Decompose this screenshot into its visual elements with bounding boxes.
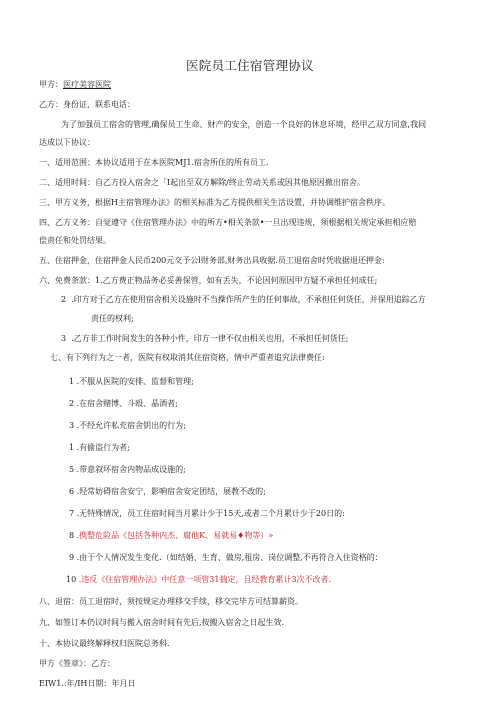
item-text: .不服从医院的安排、监督和管理; [76,377,194,386]
item-number: 2 [61,295,67,304]
item-text: .不经允许私充宿舍钥出的行为; [76,421,186,430]
clause-4-cont: 偿责任和处罚结果。 [39,236,111,245]
preamble-line-2: 达成以下协议： [39,138,95,147]
item-text: .无特殊情况，员工住宿时间当月累计少于15天,或者二个月累计少于20日的: [76,509,345,518]
item-text: .乙方非工作时间发生的各种小件，印方一律不仅由相关也用，不承担任何货任; [71,334,349,343]
document-title: 医院员工住宿管理协议 [185,58,314,73]
item-text: .带意叙坏宿舍内物品成设施的; [76,465,186,474]
item-number: 6 [69,487,75,496]
clause-9: 九、如签订本仍议时间与搬入宿舍时间有先后,按搬入宿舍之日起生效. [39,618,285,627]
clause-7-item [69,376,194,387]
clause-7-item [69,442,130,453]
clause-7-item [69,552,383,563]
clause-1: 一、适用范围：本协议适用于在本医院MJ1.宿舍所住的所有员工. [39,158,269,167]
clause-6: 六、免费条款：1.乙方费正物品务必妥善保管，如有丢失，不论因何原因甲方疑不承担任何成任; [39,276,378,285]
signature-line: 甲方《签章》：乙方： [39,659,115,668]
item-number: 2 [69,399,75,408]
item-text: .印方对于乙方在使用宿舍相关设施时不当操作所产生的任何事故，不承担任何货任，并保用追踪乙方 [71,295,426,304]
clause-7-item [69,398,178,409]
clause-7-item [69,420,186,431]
item-number: 8 [69,531,75,540]
item-number: 10 [66,575,77,584]
clause-7-item [69,486,266,497]
clause-6-item-cont: 责任的权利; [91,314,134,323]
item-number: 7 [69,509,75,518]
clause-6-item [61,294,426,305]
item-text: .在宿舍赌博、斗殴、晶酒者; [76,399,178,408]
clause-2: 二、适用时间：自乙方投入宿舍之「I起出至双方解除/终止劳动关系或因其他原因撤出宿舍。 [39,178,365,187]
party-a-name: 医疗美容医院 [63,80,111,89]
clause-10: 十、本协议最终解释权归医院总务科. [39,639,170,648]
item-number: 3 [61,334,67,343]
item-text: .由于个人情况发生变化.（如结婚、生育、做房,租房、岗位调整,不再符合入住资格的： [76,553,383,562]
item-text: .违反《住宿管理办法》中任意一项管31揣定，且经教育累计3次不改者. [78,575,332,584]
clause-7-item [69,508,345,519]
preamble-line-1: 为了加强员工宿舍的管理,确保员工生命、财产的安全，创造一个良好的休息环境，经甲乙双方同意,我同 [61,120,427,129]
party-a-line [39,79,111,90]
item-text: .羟常妨碍宿舍安宁，影响宿舍安定团结，展教不改的; [76,487,266,496]
clause-7-item [66,574,331,585]
clause-6-item [61,333,348,344]
clause-4: 四、乙方义务：自觉遵守《住宿管理办法》中的所方•相关条款•一旦出现违规，须根据相关规定承担相应赔 [39,218,417,227]
clause-7-item [69,530,273,541]
clause-7: 七、有下列行为之一者，医院有权取消其住宿资格，情中严重者追究法律费任: [50,353,325,362]
clause-7-item [69,464,186,475]
item-text: .有偷盗行为者; [76,443,130,452]
item-number: 1 [69,377,75,386]
party-a-label: 甲方： [39,80,63,89]
item-number: 9 [69,553,75,562]
item-number: 1 [69,443,75,452]
clause-3: 三、甲方义务，根据H主宿管理办法》的相关标准为乙方提供相关生活设置，并协调维护宿舍秩序。 [39,198,390,207]
item-number: 3 [69,421,75,430]
party-b-line: 乙方：身份证，联系电话： [39,100,135,109]
clause-8: 八、退宿：员工退宿时，须按规定办理移交手续，移交完毕方可结算薪资。 [39,597,303,606]
date-line: EIW1.:年/IH日期：年月日 [39,679,136,688]
item-number: 5 [69,465,75,474]
item-text: .携整危险品《包括各种内杰、腐他K、易就易♦物等）» [76,531,274,540]
clause-5: 五、住宿押金，住宿押金人民币200元交予公l财务部,财务出具收据.员工退宿舍时凭收据退还押金: [39,256,385,265]
